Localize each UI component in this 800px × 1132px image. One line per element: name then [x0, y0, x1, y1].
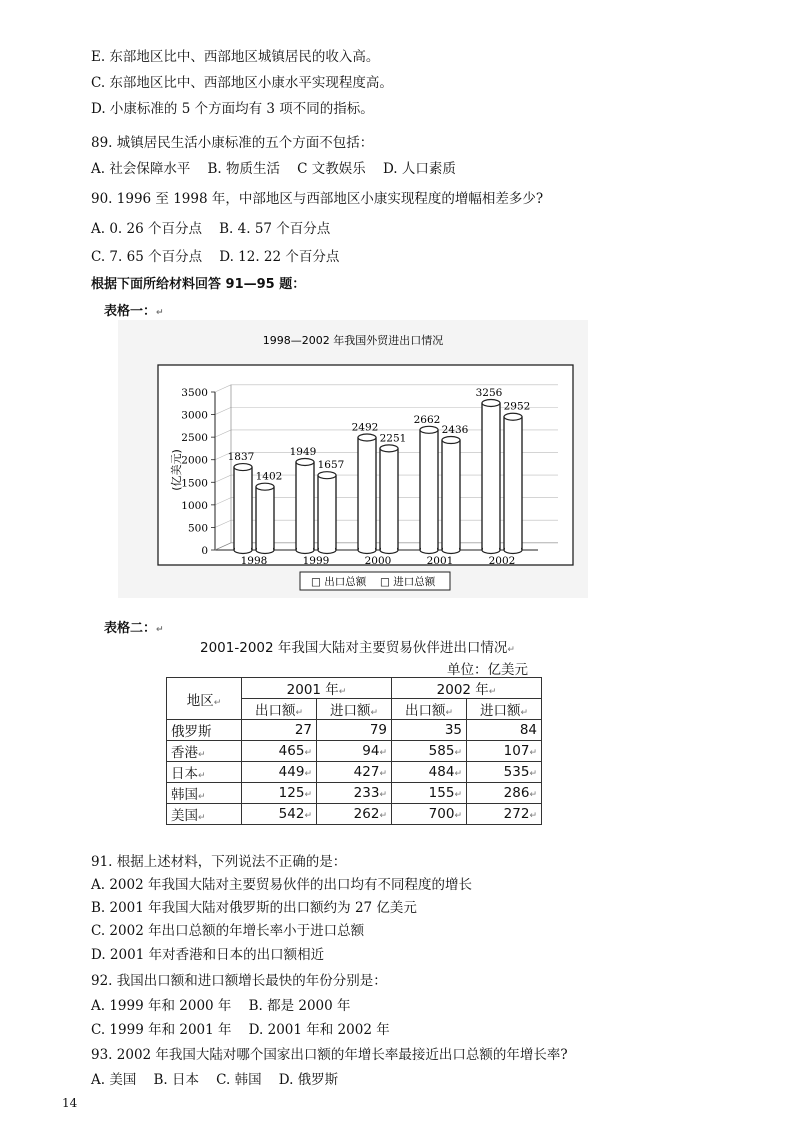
region-name: 香港↵ [167, 741, 242, 762]
bar-top [442, 437, 460, 444]
y-tick-label: 1000 [181, 499, 208, 512]
region-name: 俄罗斯 [167, 720, 242, 741]
trade-chart [118, 320, 588, 598]
y-tick-label: 2500 [181, 432, 208, 445]
bar-top [256, 483, 274, 490]
y-tick-label: 1500 [181, 477, 208, 490]
x-tick-label: 2001 [426, 555, 454, 567]
y-axis-label: (亿美元) [170, 449, 183, 491]
question-91-option-a: A. 2002 年我国大陆对主要贸易伙伴的出口均有不同程度的增长 [91, 877, 472, 893]
value-cell: 84 [467, 720, 542, 741]
bar-fill [257, 487, 273, 550]
x-tick-label: 1999 [302, 555, 330, 567]
legend-import: □ 进口总额 [380, 576, 436, 588]
region-header: 地区↵ [167, 678, 242, 720]
question-89: 89. 城镇居民生活小康标准的五个方面不包括： [91, 135, 374, 151]
data-label: 2952 [503, 400, 531, 413]
y-tick-label: 0 [201, 545, 208, 557]
value-cell: 449↵ [242, 762, 317, 783]
bar-fill [359, 438, 375, 550]
region-name: 韩国↵ [167, 783, 242, 804]
value-cell: 27 [242, 720, 317, 741]
data-label: 3256 [475, 387, 503, 400]
bar-fill [381, 448, 397, 550]
chart-title: 1998—2002 年我国外贸进出口情况 [262, 334, 444, 347]
x-tick-label: 2000 [364, 555, 392, 567]
question-90-options-c-d: C. 7. 65 个百分点 D. 12. 22 个百分点 [91, 249, 340, 265]
region-name: 日本↵ [167, 762, 242, 783]
table1-label: 表格一：↵ [104, 304, 164, 319]
question-91-option-c: C. 2002 年出口总额的年增长率小于进口总额 [91, 923, 365, 939]
table-row [167, 783, 542, 804]
bar-top [318, 472, 336, 479]
value-cell: 465↵ [242, 741, 317, 762]
sub-header: 进口额↵ [317, 699, 392, 720]
x-tick-label: 2002 [488, 555, 516, 567]
value-cell: 107↵ [467, 741, 542, 762]
bar-top [234, 464, 252, 471]
value-cell: 233↵ [317, 783, 392, 804]
bar-fill [319, 475, 335, 550]
data-label: 1949 [289, 446, 317, 459]
trade-table-title: 2001-2002 年我国大陆对主要贸易伙伴进出口情况↵ [200, 640, 515, 656]
section-heading: 根据下面所给材料回答 91—95 题： [91, 277, 306, 292]
value-cell: 535↵ [467, 762, 542, 783]
bar-top [504, 413, 522, 420]
option-line: E. 东部地区比中、西部地区城镇居民的收入高。 [91, 49, 380, 65]
bar-top [358, 434, 376, 441]
value-cell: 272↵ [467, 804, 542, 825]
region-name: 美国↵ [167, 804, 242, 825]
y-tick-label: 500 [187, 522, 208, 535]
value-cell: 35 [392, 720, 467, 741]
question-93: 93. 2002 年我国大陆对哪个国家出口额的年增长率最接近出口总额的年增长率? [91, 1047, 568, 1063]
value-cell: 155↵ [392, 783, 467, 804]
question-92-options-a-b: A. 1999 年和 2000 年 B. 都是 2000 年 [91, 998, 351, 1014]
bar-fill [235, 467, 251, 550]
value-cell: 94↵ [317, 741, 392, 762]
bar-fill [421, 430, 437, 550]
trade-table-unit: 单位：亿美元 [447, 662, 528, 678]
table-row [167, 720, 542, 741]
trade-table [166, 677, 542, 825]
trade-chart-svg [118, 320, 588, 598]
bar-top [420, 426, 438, 433]
bar-top [482, 400, 500, 407]
question-91-option-b: B. 2001 年我国大陆对俄罗斯的出口额约为 27 亿美元 [91, 900, 417, 916]
value-cell: 79 [317, 720, 392, 741]
bar-fill [443, 440, 459, 550]
question-89-options: A. 社会保障水平 B. 物质生活 C 文教娱乐 D. 人口素质 [91, 161, 456, 177]
bar-top [380, 445, 398, 452]
data-label: 2251 [379, 432, 407, 445]
question-91-option-d: D. 2001 年对香港和日本的出口额相近 [91, 947, 325, 963]
bar-top [296, 459, 314, 466]
sub-header: 出口额↵ [392, 699, 467, 720]
y-tick-label: 3500 [181, 387, 208, 399]
question-93-options: A. 美国 B. 日本 C. 韩国 D. 俄罗斯 [91, 1072, 339, 1088]
bar-fill [297, 462, 313, 550]
data-label: 2492 [351, 421, 379, 434]
value-cell: 700↵ [392, 804, 467, 825]
table-row [167, 741, 542, 762]
bar-fill [505, 417, 521, 550]
bar-fill [483, 403, 499, 550]
data-label: 1402 [255, 470, 283, 483]
legend-export: □ 出口总额 [311, 576, 367, 588]
question-92-options-c-d: C. 1999 年和 2001 年 D. 2001 年和 2002 年 [91, 1022, 390, 1038]
y-tick-label: 3000 [181, 409, 208, 422]
x-tick-label: 1998 [240, 555, 268, 567]
year-header-2001: 2001 年↵ [242, 678, 392, 699]
question-91: 91. 根据上述材料，下列说法不正确的是： [91, 854, 347, 870]
data-label: 1657 [317, 459, 345, 472]
page-number: 14 [62, 1096, 78, 1110]
value-cell: 125↵ [242, 783, 317, 804]
option-line: C. 东部地区比中、西部地区小康水平实现程度高。 [91, 75, 393, 91]
value-cell: 262↵ [317, 804, 392, 825]
table-header-row [167, 678, 542, 699]
data-label: 1837 [227, 451, 255, 464]
table-row [167, 762, 542, 783]
question-92: 92. 我国出口额和进口额增长最快的年份分别是： [91, 973, 387, 989]
y-tick-label: 2000 [181, 454, 208, 467]
value-cell: 542↵ [242, 804, 317, 825]
option-line: D. 小康标准的 5 个方面均有 3 项不同的指标。 [91, 101, 374, 117]
sub-header: 进口额↵ [467, 699, 542, 720]
question-90: 90. 1996 至 1998 年，中部地区与西部地区小康实现程度的增幅相差多少? [91, 191, 544, 207]
value-cell: 484↵ [392, 762, 467, 783]
table2-label: 表格二：↵ [104, 621, 164, 636]
year-header-2002: 2002 年↵ [392, 678, 542, 699]
data-label: 2436 [441, 424, 469, 437]
table-row [167, 804, 542, 825]
question-90-options-a-b: A. 0. 26 个百分点 B. 4. 57 个百分点 [91, 221, 331, 237]
value-cell: 585↵ [392, 741, 467, 762]
value-cell: 427↵ [317, 762, 392, 783]
value-cell: 286↵ [467, 783, 542, 804]
sub-header: 出口额↵ [242, 699, 317, 720]
data-label: 2662 [413, 413, 441, 426]
